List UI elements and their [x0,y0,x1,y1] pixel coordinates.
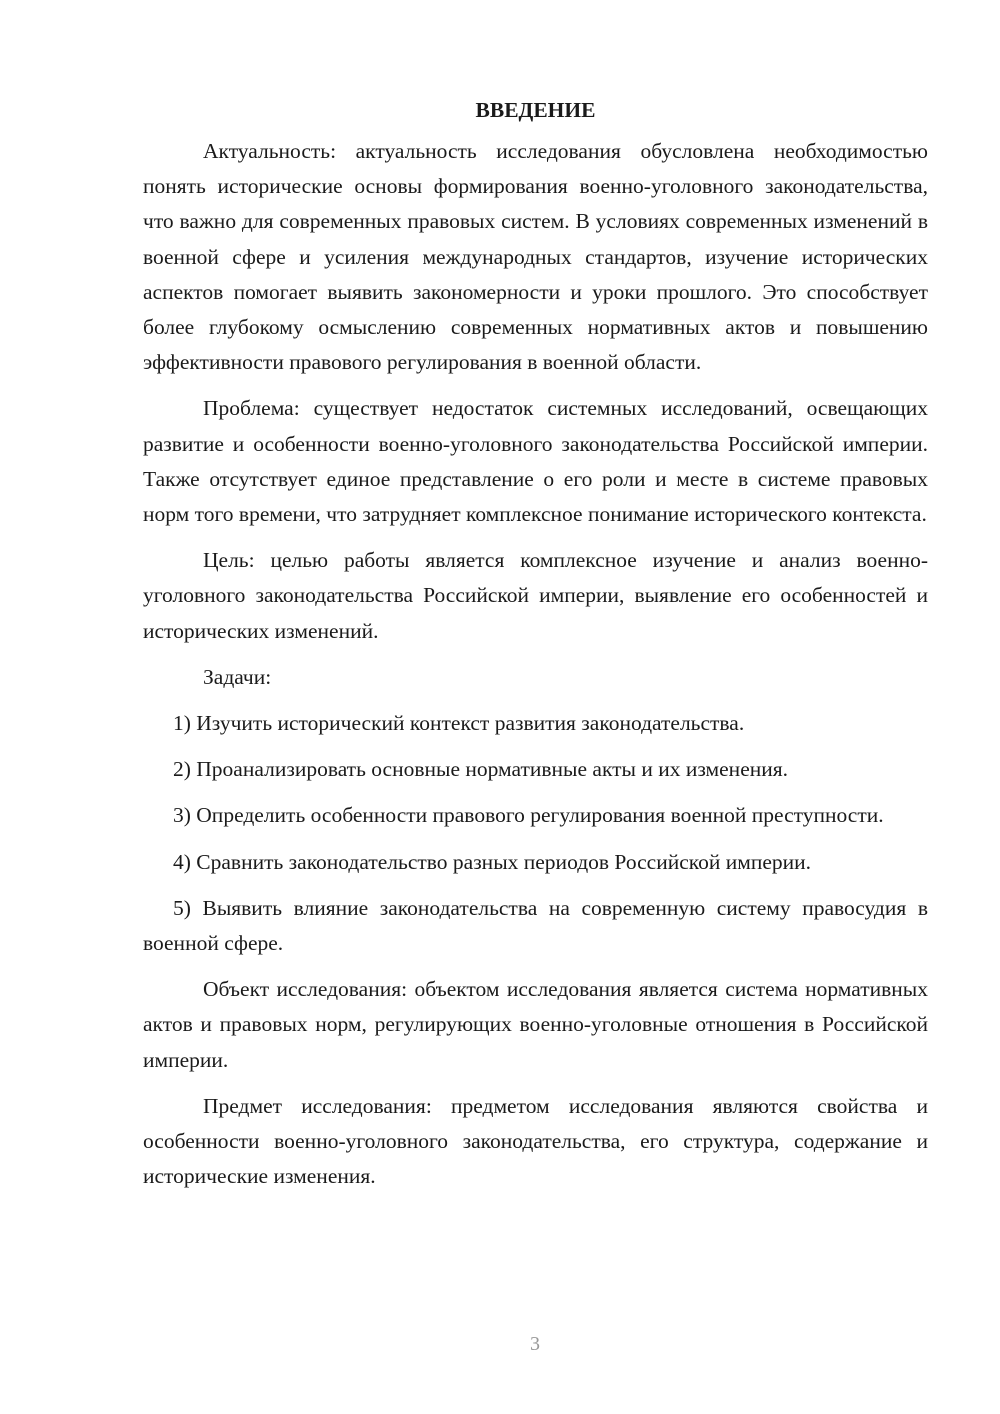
page-number: 3 [530,1333,540,1355]
problem-paragraph: Проблема: существует недостаток системных исследований, освещающих развитие и особенности военно-уголовного законодательства Российской империи. Также отсутствует единое представление о его роли и месте в системе правовых норм того времени, что затрудняет комплексное понимание исторического контекста. [143,396,928,527]
subject-paragraph: Предмет исследования: предметом исследования являются свойства и особенности военно-уголовного законодательства, его структура, содержание и исторические изменения. [143,1093,928,1189]
task-item: 1) Изучить исторический контекст развития законодательства. [173,711,745,736]
goal-paragraph: Цель: целью работы является комплексное изучение и анализ военно-уголовного законодательства Российской империи, выявление его особенностей и исторических изменений. [143,548,928,643]
tasks-heading: Задачи: [203,664,272,689]
task-item: 2) Проанализировать основные нормативные акты и их изменения. [173,757,789,782]
section-title: ВВЕДЕНИЕ [475,98,596,122]
relevance-paragraph: Актуальность: актуальность исследования обусловлена необходимостью понять исторические основы формирования военно-уголовного законодательства, что важно для современных правовых систем. В условиях современных изменений в военной сфере и усиления международных стандартов, изучение исторических аспектов помогает выявить закономерности и уроки прошлого. Это способствует более глубокому осмыслению современных нормативных актов и повышению эффективности правового регулирования в военной области. [143,139,928,375]
task-item: 5) Выявить влияние законодательства на современную систему правосудия в военной сфере. [143,895,928,956]
task-item: 4) Сравнить законодательство разных периодов Российской империи. [173,849,812,874]
task-item: 3) Определить особенности правового регулирования военной преступности. [173,803,884,828]
object-paragraph: Объект исследования: объектом исследования является система нормативных актов и правовых норм, регулирующих военно-уголовные отношения в Российской империи. [143,977,928,1072]
document-page [143,92,928,1205]
